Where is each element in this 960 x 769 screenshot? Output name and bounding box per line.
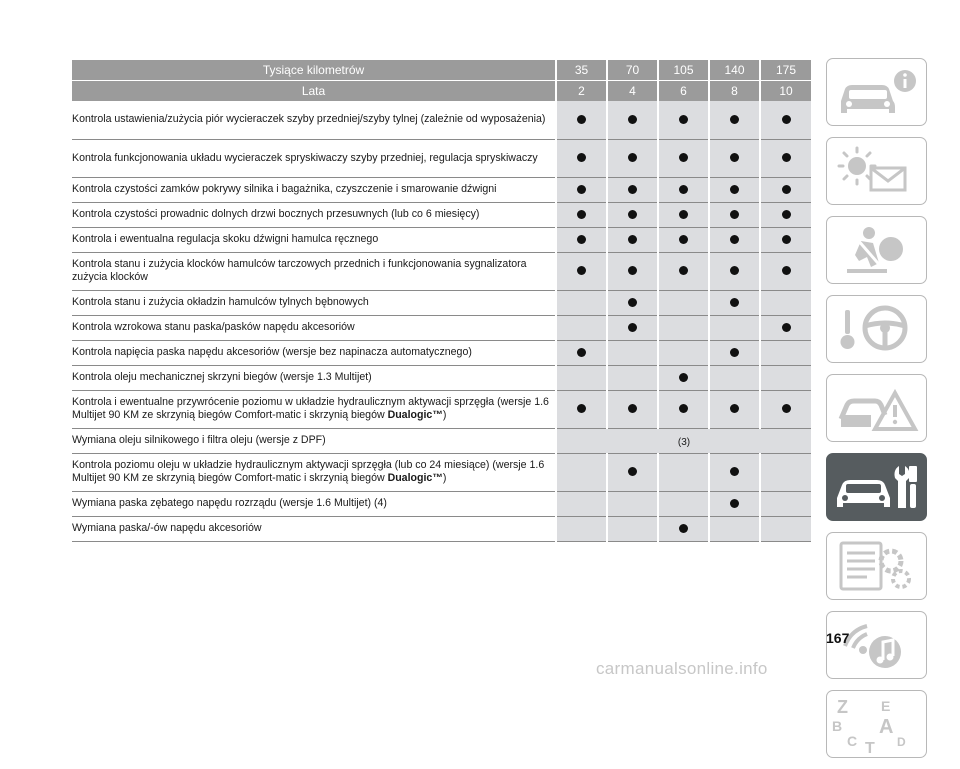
interval-cell: [556, 227, 607, 252]
table-row: [72, 315, 811, 340]
check-dot-icon: [679, 404, 688, 413]
row-description-text: Kontrola czystości zamków pokrywy silnika i bagażnika, czyszczenie i smarowanie dźwigni: [72, 183, 497, 196]
index-icon: [827, 691, 926, 757]
index-letter: Z: [837, 697, 848, 717]
interval-cell: [658, 516, 709, 541]
interval-cell: [709, 177, 760, 202]
row-description-text: Kontrola ustawienia/zużycia piór wycieraczek szyby przedniej/szyby tylnej (zależnie od wyposażenia): [72, 113, 546, 126]
row-description: [72, 290, 556, 315]
table-row: [72, 340, 811, 365]
row-description: [72, 491, 556, 516]
interval-cell: [760, 139, 811, 177]
interval-cell: [709, 315, 760, 340]
interval-cell: [607, 177, 658, 202]
check-dot-icon: [782, 185, 791, 194]
index-letter: D: [897, 735, 906, 749]
interval-cell: [607, 139, 658, 177]
tab-dashboard-lights[interactable]: [826, 137, 927, 205]
header-km-value: 70: [607, 60, 658, 81]
interval-cell: [760, 252, 811, 290]
interval-cell: [760, 516, 811, 541]
header-years-value: 10: [760, 81, 811, 102]
interval-cell: [658, 491, 709, 516]
table-row: [72, 390, 811, 428]
interval-cell: [607, 453, 658, 491]
row-description: [72, 340, 556, 365]
interval-cell: [709, 491, 760, 516]
header-row-km: [72, 60, 811, 81]
table-row: [72, 177, 811, 202]
row-note: [556, 428, 811, 453]
interval-cell: [607, 315, 658, 340]
interval-cell: [607, 290, 658, 315]
check-dot-icon: [577, 115, 586, 124]
interval-cell: [658, 202, 709, 227]
table-row: [72, 227, 811, 252]
check-dot-icon: [730, 115, 739, 124]
check-dot-icon: [730, 266, 739, 275]
interval-cell: [556, 340, 607, 365]
row-description: [72, 101, 556, 139]
interval-cell: [760, 491, 811, 516]
row-description-text: Kontrola i ewentualna regulacja skoku dźwigni hamulca ręcznego: [72, 233, 379, 246]
interval-cell: [709, 139, 760, 177]
row-description-tail: ): [442, 409, 447, 421]
index-letter: T: [865, 740, 875, 757]
maintenance-schedule-table: [72, 60, 811, 542]
row-description-text: Kontrola napięcia paska napędu akcesoriów (wersje bez napinacza automatycznego): [72, 346, 472, 359]
maintenance-icon: [827, 454, 926, 520]
table-row: [72, 365, 811, 390]
row-description-text: Kontrola poziomu oleju w układzie hydraulicznym aktywacji sprzęgła (lub co 24 miesiące) (wersje 1.6 Multijet 90 KM ze skrzynią biegów Comfort-matic i skrzynią biegów: [72, 459, 545, 484]
interval-cell: [658, 290, 709, 315]
interval-cell: [556, 101, 607, 139]
interval-cell: [658, 365, 709, 390]
row-description: [72, 428, 556, 453]
check-dot-icon: [679, 524, 688, 533]
interval-cell: [709, 290, 760, 315]
row-description-strong: Dualogic™: [387, 409, 443, 421]
interval-cell: [709, 227, 760, 252]
header-years-value: 6: [658, 81, 709, 102]
interval-cell: [607, 390, 658, 428]
interval-cell: [607, 202, 658, 227]
interval-cell: [556, 390, 607, 428]
interval-cell: [658, 340, 709, 365]
tab-car-info[interactable]: [826, 58, 927, 126]
check-dot-icon: [628, 153, 637, 162]
interval-cell: [760, 453, 811, 491]
interval-cell: [709, 340, 760, 365]
check-dot-icon: [577, 266, 586, 275]
check-dot-icon: [577, 348, 586, 357]
check-dot-icon: [679, 210, 688, 219]
car-info-icon: [827, 59, 926, 125]
row-description: [72, 365, 556, 390]
check-dot-icon: [782, 115, 791, 124]
interval-cell: [607, 516, 658, 541]
check-dot-icon: [782, 404, 791, 413]
header-years-value: 2: [556, 81, 607, 102]
interval-cell: [760, 315, 811, 340]
starting-driving-icon: [827, 296, 926, 362]
interval-cell: [556, 290, 607, 315]
interval-cell: [556, 315, 607, 340]
check-dot-icon: [577, 210, 586, 219]
row-description-text: Kontrola funkcjonowania układu wycieraczek spryskiwaczy szyby przedniej, regulacja spryskiwaczy: [72, 151, 538, 164]
interval-cell: [760, 101, 811, 139]
check-dot-icon: [730, 404, 739, 413]
row-description-text: Wymiana oleju silnikowego i filtra oleju (wersje z DPF): [72, 434, 326, 447]
table-row: [72, 290, 811, 315]
row-description: [72, 516, 556, 541]
row-description-text: Kontrola stanu i zużycia klocków hamulców tarczowych przednich i funkcjonowania sygnalizatora zużycia klocków: [72, 258, 527, 283]
tab-emergency[interactable]: [826, 374, 927, 442]
check-dot-icon: [730, 185, 739, 194]
header-years-value: 4: [607, 81, 658, 102]
header-row-years: [72, 81, 811, 102]
note-text: (3): [677, 436, 691, 448]
interval-cell: [658, 177, 709, 202]
interval-cell: [760, 390, 811, 428]
safety-airbag-icon: [827, 217, 926, 283]
check-dot-icon: [730, 348, 739, 357]
header-km-value: 35: [556, 60, 607, 81]
page-number: 167: [826, 630, 850, 646]
interval-cell: [709, 202, 760, 227]
check-dot-icon: [577, 153, 586, 162]
tab-technical-data[interactable]: [826, 532, 927, 600]
check-dot-icon: [628, 266, 637, 275]
check-dot-icon: [782, 323, 791, 332]
interval-cell: [760, 202, 811, 227]
header-km-value: 140: [709, 60, 760, 81]
check-dot-icon: [679, 373, 688, 382]
index-letter: A: [879, 716, 894, 738]
interval-cell: [709, 252, 760, 290]
interval-cell: [607, 101, 658, 139]
check-dot-icon: [679, 266, 688, 275]
check-dot-icon: [628, 467, 637, 476]
interval-cell: [760, 365, 811, 390]
index-letter: E: [881, 698, 891, 714]
check-dot-icon: [782, 210, 791, 219]
interval-cell: [607, 340, 658, 365]
row-description: [72, 139, 556, 177]
row-description-text: Kontrola stanu i zużycia okładzin hamulców tylnych bębnowych: [72, 296, 369, 309]
row-description: [72, 390, 556, 428]
chapter-sidebar: [826, 58, 929, 769]
watermark: carmanualsonline.info: [596, 659, 768, 678]
check-dot-icon: [730, 235, 739, 244]
check-dot-icon: [730, 210, 739, 219]
interval-cell: [607, 252, 658, 290]
index-letter: C: [847, 733, 858, 749]
interval-cell: [658, 453, 709, 491]
check-dot-icon: [628, 235, 637, 244]
row-description-text: Kontrola wzrokowa stanu paska/pasków napędu akcesoriów: [72, 321, 355, 334]
check-dot-icon: [679, 115, 688, 124]
interval-cell: [556, 202, 607, 227]
interval-cell: [709, 390, 760, 428]
tab-safety[interactable]: [826, 216, 927, 284]
check-dot-icon: [782, 153, 791, 162]
interval-cell: [607, 227, 658, 252]
header-years-value: 8: [709, 81, 760, 102]
interval-cell: [658, 101, 709, 139]
row-description-tail: ): [442, 472, 447, 484]
check-dot-icon: [628, 210, 637, 219]
check-dot-icon: [730, 467, 739, 476]
check-dot-icon: [730, 153, 739, 162]
interval-cell: [658, 227, 709, 252]
dashboard-lights-icon: [827, 138, 926, 204]
interval-cell: [658, 139, 709, 177]
table-row: [72, 101, 811, 139]
interval-cell: [709, 101, 760, 139]
tab-index[interactable]: [826, 690, 927, 758]
header-km-value: 105: [658, 60, 709, 81]
check-dot-icon: [782, 266, 791, 275]
row-description: [72, 227, 556, 252]
check-dot-icon: [730, 499, 739, 508]
technical-data-icon: [827, 533, 926, 599]
interval-cell: [658, 315, 709, 340]
check-dot-icon: [628, 323, 637, 332]
check-dot-icon: [577, 404, 586, 413]
table-row: [72, 491, 811, 516]
row-description-text: Kontrola czystości prowadnic dolnych drzwi bocznych przesuwnych (lub co 6 miesięcy): [72, 208, 480, 221]
interval-cell: [760, 177, 811, 202]
interval-cell: [556, 491, 607, 516]
row-description: [72, 315, 556, 340]
check-dot-icon: [679, 185, 688, 194]
interval-cell: [709, 365, 760, 390]
row-description-text: Wymiana paska/-ów napędu akcesoriów: [72, 522, 262, 535]
header-years-label: Lata: [72, 81, 556, 102]
table-row: [72, 453, 811, 491]
row-description-text: Wymiana paska zębatego napędu rozrządu (wersje 1.6 Multijet) (4): [72, 497, 387, 510]
interval-cell: [556, 453, 607, 491]
interval-cell: [556, 139, 607, 177]
row-description-text: Kontrola oleju mechanicznej skrzyni biegów (wersje 1.3 Multijet): [72, 371, 372, 384]
check-dot-icon: [679, 235, 688, 244]
check-dot-icon: [577, 185, 586, 194]
row-description: [72, 252, 556, 290]
interval-cell: [658, 252, 709, 290]
check-dot-icon: [730, 298, 739, 307]
interval-cell: [760, 290, 811, 315]
interval-cell: [607, 491, 658, 516]
table-row: [72, 252, 811, 290]
table-row: [72, 516, 811, 541]
index-letter: B: [832, 718, 843, 734]
interval-cell: [556, 177, 607, 202]
check-dot-icon: [577, 235, 586, 244]
tab-starting-driving[interactable]: [826, 295, 927, 363]
interval-cell: [607, 365, 658, 390]
interval-cell: [556, 365, 607, 390]
row-description-text: Kontrola i ewentualne przywrócenie poziomu w układzie hydraulicznym aktywacji sprzęgła (wersje 1.6 Multijet 90 KM ze skrzynią biegów Comfort-matic i skrzynią biegów: [72, 396, 549, 421]
row-description: [72, 453, 556, 491]
interval-cell: [709, 516, 760, 541]
check-dot-icon: [628, 185, 637, 194]
table-row: [72, 139, 811, 177]
table-row: [72, 428, 811, 453]
interval-cell: [556, 252, 607, 290]
check-dot-icon: [679, 153, 688, 162]
check-dot-icon: [628, 298, 637, 307]
tab-maintenance[interactable]: [826, 453, 927, 521]
check-dot-icon: [782, 235, 791, 244]
interval-cell: [760, 340, 811, 365]
check-dot-icon: [628, 404, 637, 413]
check-dot-icon: [628, 115, 637, 124]
interval-cell: [709, 453, 760, 491]
interval-cell: [658, 390, 709, 428]
row-description: [72, 177, 556, 202]
interval-cell: [556, 516, 607, 541]
interval-cell: [760, 227, 811, 252]
header-km-label: Tysiące kilometrów: [72, 60, 556, 81]
row-description-strong: Dualogic™: [387, 472, 443, 484]
row-description: [72, 202, 556, 227]
emergency-icon: [827, 375, 926, 441]
header-km-value: 175: [760, 60, 811, 81]
table-row: [72, 202, 811, 227]
